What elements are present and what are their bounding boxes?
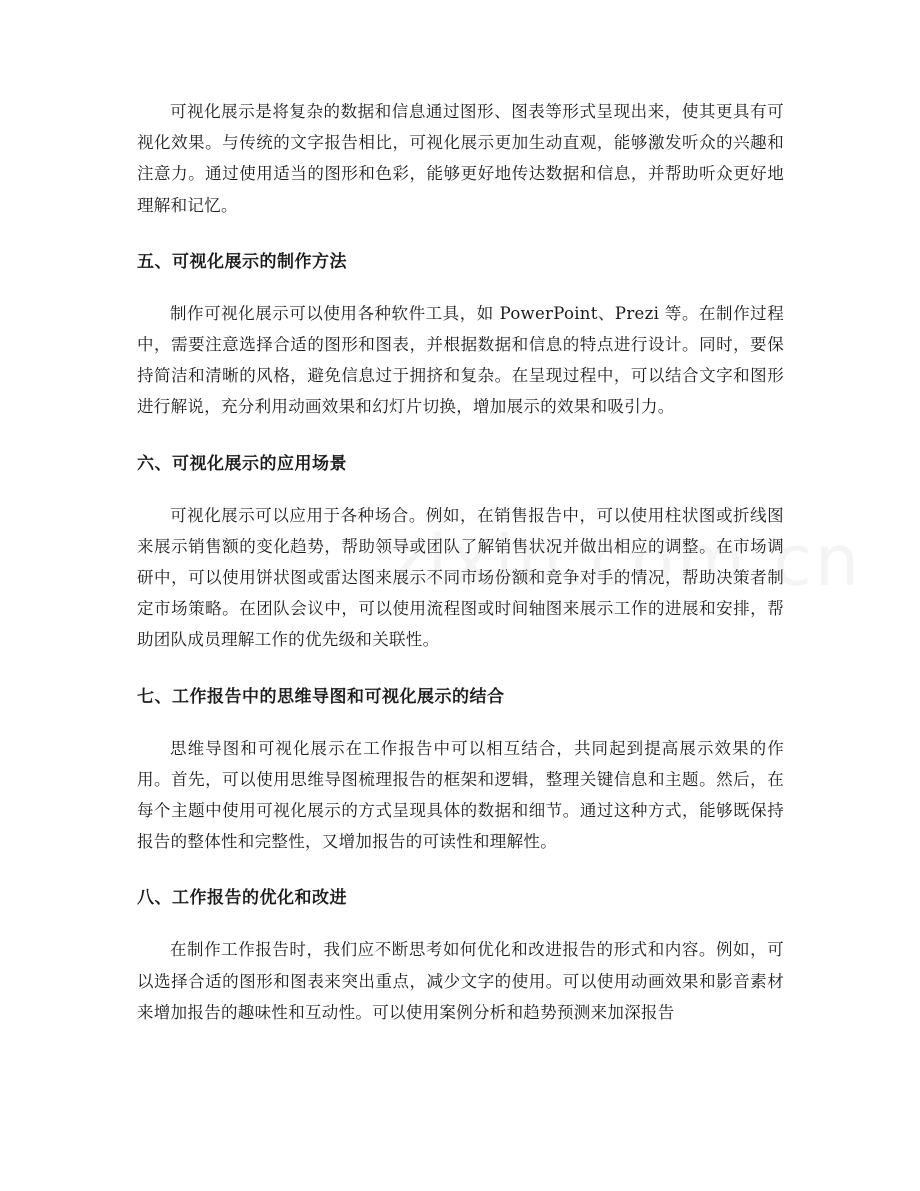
paragraph-section-6: 可视化展示可以应用于各种场合。例如，在销售报告中，可以使用柱状图或折线图来展示销售额的变化趋势，帮助领导或团队了解销售状况并做出相应的调整。在市场调研中，可以使用饼状图或雷达图来展示不同市场份额和竞争对手的情况，帮助决策者制定市场策略。在团队会议中，可以使用流程图或时间轴图来展示工作的进展和安排，帮助团队成员理解工作的优先级和关联性。	[137, 505, 784, 650]
paragraph-section-7: 思维导图和可视化展示在工作报告中可以相互结合，共同起到提高展示效果的作用。首先，可以使用思维导图梳理报告的框架和逻辑，整理关键信息和主题。然后，在每个主题中使用可视化展示的方式呈现具体的数据和细节。通过这种方式，能够既保持报告的整体性和完整性，又增加报告的可读性和理解性。	[137, 738, 784, 852]
paragraph-intro: 可视化展示是将复杂的数据和信息通过图形、图表等形式呈现出来，使其更具有可视化效果。与传统的文字报告相比，可视化展示更加生动直观，能够激发听众的兴趣和注意力。通过使用适当的图形和色彩，能够更好地传达数据和信息，并帮助听众更好地理解和记忆。	[137, 102, 784, 215]
document-body	[137, 96, 784, 1028]
heading-section-7: 七、工作报告中的思维导图和可视化展示的结合	[137, 686, 505, 707]
heading-section-8: 八、工作报告的优化和改进	[137, 888, 347, 909]
paragraph-section-5: 制作可视化展示可以使用各种软件工具，如 PowerPoint、Prezi 等。在制作过程中，需要注意选择合适的图形和图表，并根据数据和信息的特点进行设计。同时，要保持简洁和清晰的风格，避免信息过于拥挤和复杂。在呈现过程中，可以结合文字和图形进行解说，充分利用动画效果和幻灯片切换，增加展示的效果和吸引力。	[137, 303, 784, 417]
heading-section-6: 六、可视化展示的应用场景	[137, 453, 347, 474]
paragraph-section-8: 在制作工作报告时，我们应不断思考如何优化和改进报告的形式和内容。例如，可以选择合适的图形和图表来突出重点，减少文字的使用。可以使用动画效果和影音素材来增加报告的趣味性和互动性。可以使用案例分析和趋势预测来加深报告	[137, 940, 784, 1022]
heading-section-5: 五、可视化展示的制作方法	[137, 251, 347, 272]
